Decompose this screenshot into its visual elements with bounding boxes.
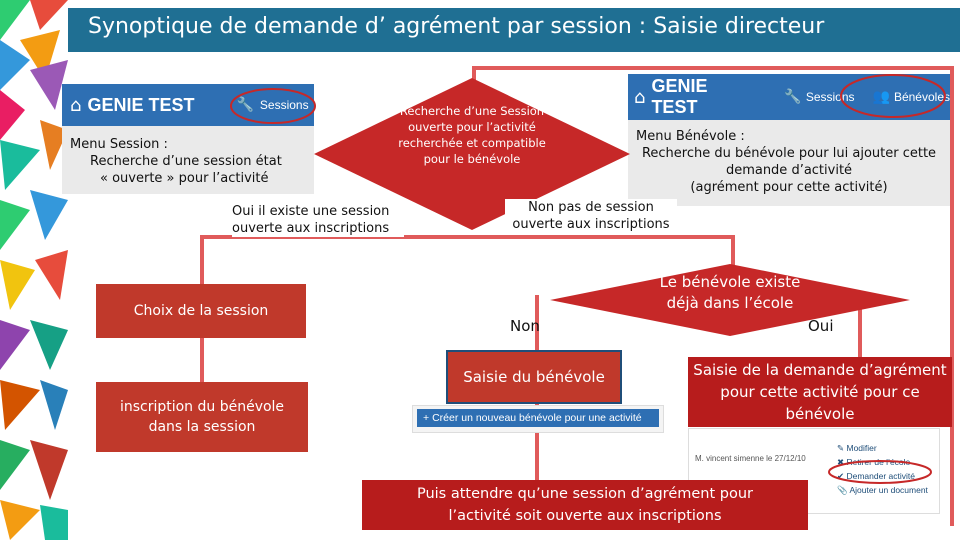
- diamond-benevole-text: [630, 272, 830, 314]
- label-yes-session: [232, 203, 404, 237]
- users-icon: 👥: [872, 89, 890, 105]
- home-icon: ⌂: [634, 86, 646, 108]
- inscription-line2: dans la session: [148, 419, 256, 435]
- menu-sessions[interactable]: Sessions: [805, 90, 855, 104]
- page-title: Synoptique de demande d’ agrément par session : Saisie directeur: [88, 14, 825, 39]
- diamond-benevole-line2: déjà dans l’école: [666, 294, 794, 312]
- connector-top-right: [472, 66, 954, 70]
- box-attendre-session: [362, 480, 808, 530]
- diamond-session-text: [392, 103, 552, 167]
- wait-line2: l’activité soit ouverte aux inscriptions: [448, 508, 722, 524]
- menu-benevoles[interactable]: Bénévoles: [893, 90, 950, 104]
- session-menu-line2: Recherche d’une session état: [90, 154, 282, 169]
- benevole-menu-line1: Menu Bénévole :: [636, 129, 745, 144]
- genie-logo: GENIE TEST: [651, 76, 708, 117]
- plus-icon: +: [423, 412, 433, 424]
- box-choice-session: Choix de la session: [96, 284, 306, 338]
- action-demander[interactable]: ✔ Demander activité: [837, 471, 915, 481]
- label-non: Non: [510, 317, 540, 335]
- demande-line3: bénévole: [785, 405, 855, 423]
- session-menu-line3: « ouverte » pour l’activité: [100, 171, 269, 186]
- create-benevole-button[interactable]: [417, 409, 659, 427]
- label-no-line1: Non pas de session: [528, 200, 654, 215]
- connector-left-vertical: [200, 235, 204, 285]
- action-ajouter[interactable]: 📎 Ajouter un document: [837, 485, 928, 495]
- highlight-ellipse-benevoles: [838, 72, 948, 120]
- label-yes-line2: ouverte aux inscriptions: [232, 221, 390, 236]
- diamond-benevole-line1: Le bénévole existe: [659, 273, 801, 291]
- diamond-session-line3: recherchée et compatible: [398, 136, 546, 150]
- home-icon: ⌂: [70, 94, 82, 116]
- benevole-menu-line4: (agrément pour cette activité): [690, 180, 888, 195]
- session-menu-line1: Menu Session :: [70, 137, 168, 152]
- inscription-line1: inscription du bénévole: [119, 399, 285, 415]
- action-modifier-label: Modifier: [846, 443, 877, 453]
- label-no-session: [505, 199, 677, 233]
- action-modifier[interactable]: ✎ Modifier: [837, 443, 877, 453]
- diamond-session-line2: ouverte pour l’activité: [408, 120, 536, 134]
- box-inscription: [96, 382, 308, 452]
- highlight-ellipse-demander: [826, 458, 934, 486]
- action-ajouter-label: Ajouter un document: [849, 485, 928, 495]
- action-demander-label: Demander activité: [846, 471, 915, 481]
- connector-right-horizontal: [475, 235, 735, 239]
- box-saisie-benevole: Saisie du bénévole: [446, 350, 622, 404]
- connector-right-vertical: [950, 66, 954, 526]
- wrench-icon: 🔧: [784, 89, 802, 105]
- benevole-menu-line2: Recherche du bénévole pour lui ajouter cette: [641, 146, 937, 161]
- benevole-menu-text: [628, 128, 950, 196]
- action-meta: M. vincent simenne le 27/12/10: [695, 454, 806, 463]
- genie-logo: GENIE TEST: [87, 94, 195, 115]
- create-benevole-label: Créer un nouveau bénévole pour une activité: [432, 412, 642, 424]
- highlight-ellipse-sessions: [228, 86, 318, 126]
- wrench-icon: 🔧: [236, 97, 254, 113]
- decorative-triangles: [0, 0, 68, 540]
- diamond-session-line1: Recherche d’une Session: [399, 104, 545, 118]
- menu-sessions[interactable]: Sessions: [259, 98, 309, 112]
- connector-right-down: [731, 235, 735, 265]
- label-yes-line1: Oui il existe une session: [232, 204, 390, 219]
- action-retirer[interactable]: ✖ Retirer de l’école: [837, 457, 911, 467]
- create-benevole-panel: [412, 405, 664, 433]
- diamond-session-line4: pour le bénévole: [423, 152, 521, 166]
- wait-line1: Puis attendre qu’une session d’agrément pour: [416, 486, 754, 502]
- demande-line2: pour cette activité pour ce: [720, 383, 920, 401]
- connector-choice-down: [200, 338, 204, 382]
- box-demande-agrement: [688, 357, 952, 427]
- label-no-line2: ouverte aux inscriptions: [512, 217, 670, 232]
- demande-line1: Saisie de la demande d’agrément: [693, 361, 947, 379]
- benevole-menu-line3: demande d’activité: [725, 163, 853, 178]
- label-oui: Oui: [808, 317, 834, 335]
- session-menu-text: [62, 136, 314, 187]
- action-retirer-label: Retirer de l’école: [846, 457, 911, 467]
